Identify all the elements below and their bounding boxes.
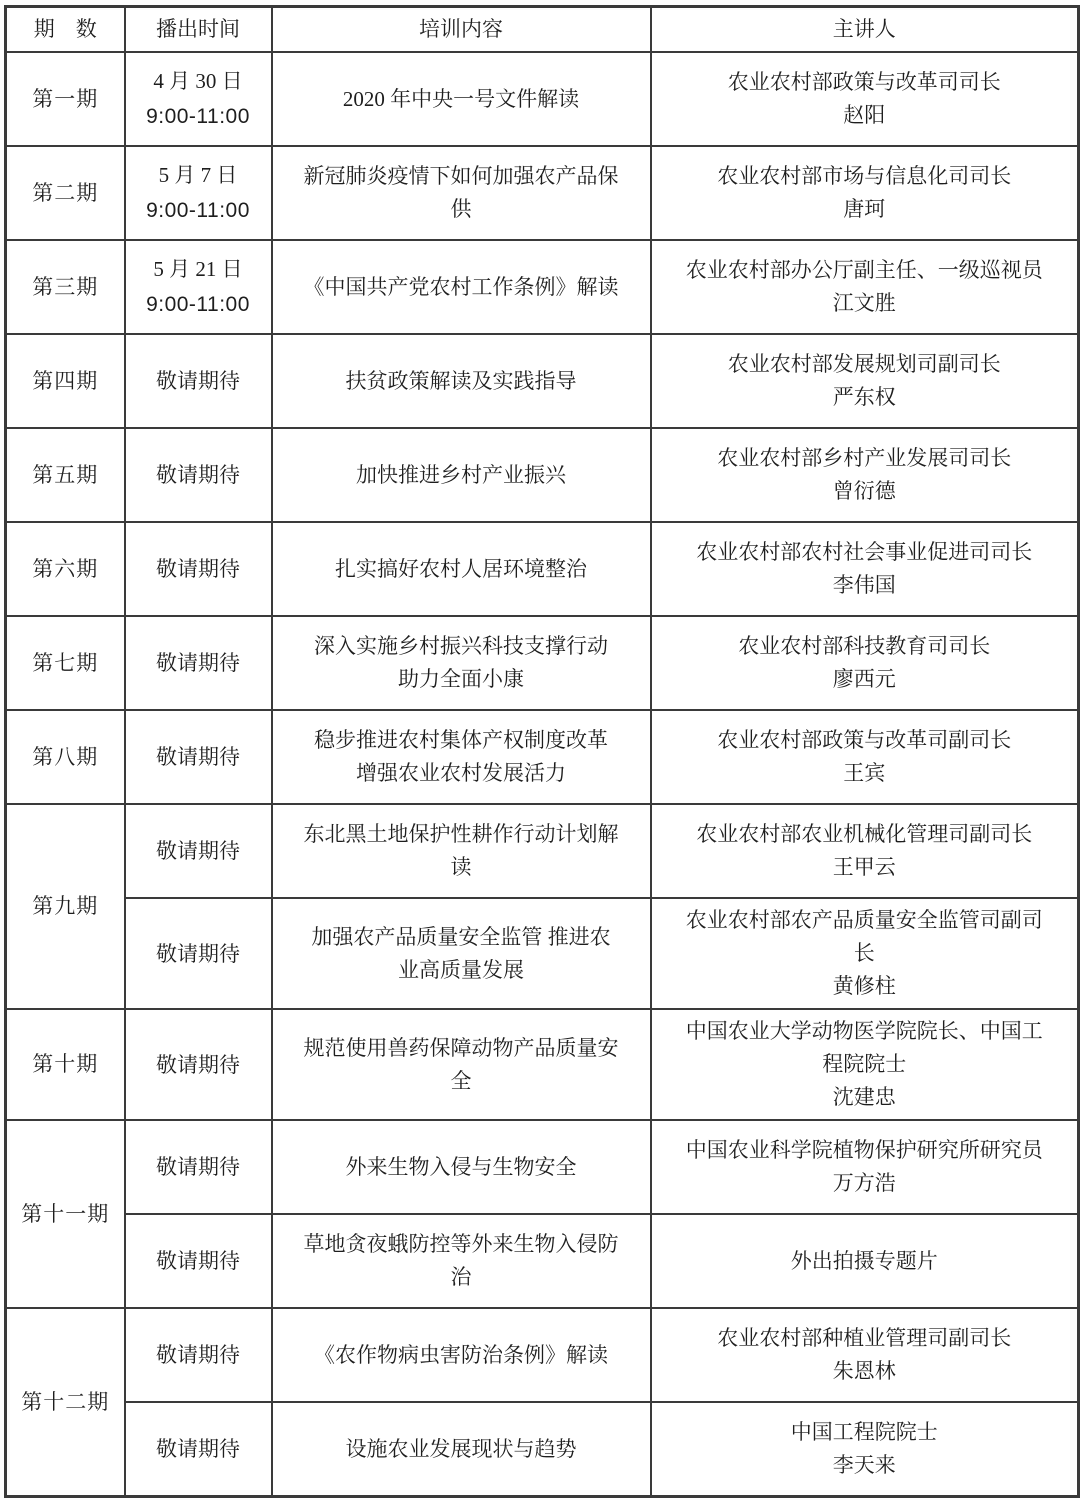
speaker-line: 中国工程院院士 xyxy=(790,1420,938,1444)
training-content-cell xyxy=(272,52,651,146)
speaker-line: 农业农村部种植业管理司副司长 xyxy=(717,1326,1012,1350)
period-cell: 第九期 xyxy=(6,804,125,1009)
speaker-line: 严东权 xyxy=(832,385,896,409)
broadcast-time-cell xyxy=(125,428,272,522)
speaker-line: 李天来 xyxy=(832,1453,896,1477)
training-content-line: 草地贪夜蛾防控等外来生物入侵防 xyxy=(303,1232,619,1256)
training-content-cell xyxy=(272,1009,651,1120)
speaker-line: 农业农村部发展规划司副司长 xyxy=(727,352,1001,376)
broadcast-time-line: 敬请期待 xyxy=(156,1437,240,1461)
broadcast-time-line: 敬请期待 xyxy=(156,1343,240,1367)
table-row xyxy=(6,1120,1079,1214)
broadcast-time-cell xyxy=(125,52,272,146)
training-content-line: 《中国共产党农村工作条例》解读 xyxy=(303,274,619,299)
header-row xyxy=(6,7,1079,53)
broadcast-time-line: 9:00-11:00 xyxy=(146,293,250,316)
col-header-time: 播出时间 xyxy=(125,7,272,53)
broadcast-time-line: 敬请期待 xyxy=(156,745,240,769)
speaker-line: 农业农村部科技教育司司长 xyxy=(738,634,991,658)
speaker-cell xyxy=(651,146,1079,240)
table-row xyxy=(6,804,1079,898)
period-cell: 第八期 xyxy=(6,710,125,804)
speaker-cell xyxy=(651,428,1079,522)
broadcast-time-line: 敬请期待 xyxy=(156,1249,240,1273)
broadcast-time-cell xyxy=(125,804,272,898)
period-cell: 第十二期 xyxy=(6,1308,125,1497)
broadcast-time-line: 4 月 30 日 xyxy=(153,69,243,93)
speaker-cell xyxy=(651,616,1079,710)
period-cell: 第五期 xyxy=(6,428,125,522)
period-cell: 第十期 xyxy=(6,1009,125,1120)
broadcast-time-cell xyxy=(125,146,272,240)
speaker-cell xyxy=(651,52,1079,146)
speaker-cell xyxy=(651,240,1079,334)
broadcast-time-line: 5 月 21 日 xyxy=(153,257,243,281)
table-row xyxy=(6,898,1079,1009)
period-cell: 第一期 xyxy=(6,52,125,146)
table-row xyxy=(6,1402,1079,1497)
broadcast-time-cell xyxy=(125,616,272,710)
period-cell: 第二期 xyxy=(6,146,125,240)
training-content-line: 业高质量发展 xyxy=(398,957,524,982)
speaker-line: 农业农村部政策与改革司副司长 xyxy=(717,728,1012,752)
training-content-cell xyxy=(272,1308,651,1402)
broadcast-time-cell xyxy=(125,334,272,428)
period-cell: 第六期 xyxy=(6,522,125,616)
training-content-cell xyxy=(272,428,651,522)
speaker-cell xyxy=(651,1120,1079,1214)
training-content-line: 扶贫政策解读及实践指导 xyxy=(345,368,577,393)
broadcast-time-line: 敬请期待 xyxy=(156,1052,240,1077)
table-row xyxy=(6,1308,1079,1402)
broadcast-time-cell xyxy=(125,522,272,616)
col-header-period: 期 数 xyxy=(6,7,125,53)
broadcast-time-line: 敬请期待 xyxy=(156,941,240,966)
training-content-line: 治 xyxy=(450,1265,472,1289)
table-row xyxy=(6,1009,1079,1120)
broadcast-time-line: 9:00-11:00 xyxy=(146,199,250,222)
training-content-cell xyxy=(272,334,651,428)
table-row xyxy=(6,240,1079,334)
training-content-line: 加快推进乡村产业振兴 xyxy=(356,462,566,487)
speaker-line: 黄修柱 xyxy=(832,974,896,998)
period-cell: 第七期 xyxy=(6,616,125,710)
broadcast-time-line: 敬请期待 xyxy=(156,557,240,581)
training-content-line: 《农作物病虫害防治条例》解读 xyxy=(314,1342,608,1367)
speaker-line: 农业农村部乡村产业发展司司长 xyxy=(717,446,1012,470)
training-content-cell xyxy=(272,1402,651,1497)
training-content-line: 新冠肺炎疫情下如何加强农产品保 xyxy=(303,164,619,188)
training-content-line: 深入实施乡村振兴科技支撑行动 xyxy=(314,634,608,658)
speaker-line: 李伟国 xyxy=(832,573,896,597)
broadcast-time-line: 敬请期待 xyxy=(156,651,240,675)
training-content-cell xyxy=(272,146,651,240)
speaker-cell xyxy=(651,522,1079,616)
training-content-line: 读 xyxy=(450,855,472,879)
speaker-line: 程院院士 xyxy=(822,1052,907,1076)
training-content-line: 加强农产品质量安全监管 推进农 xyxy=(311,924,611,949)
speaker-line: 农业农村部农产品质量安全监管司副司 xyxy=(685,908,1043,932)
speaker-line: 江文胜 xyxy=(832,291,896,315)
training-content-line: 东北黑土地保护性耕作行动计划解 xyxy=(303,822,619,846)
training-content-cell xyxy=(272,898,651,1009)
broadcast-time-cell xyxy=(125,240,272,334)
speaker-line: 中国农业科学院植物保护研究所研究员 xyxy=(685,1138,1043,1162)
table-row xyxy=(6,334,1079,428)
training-content-line: 助力全面小康 xyxy=(398,667,524,691)
table-row xyxy=(6,52,1079,146)
speaker-line: 曾衍德 xyxy=(832,479,896,503)
speaker-line: 农业农村部办公厅副主任、一级巡视员 xyxy=(685,258,1043,282)
broadcast-time-cell xyxy=(125,710,272,804)
broadcast-time-cell xyxy=(125,898,272,1009)
speaker-cell xyxy=(651,898,1079,1009)
speaker-line: 沈建忠 xyxy=(832,1085,896,1109)
period-cell: 第三期 xyxy=(6,240,125,334)
broadcast-time-cell xyxy=(125,1214,272,1308)
speaker-line: 朱恩林 xyxy=(832,1359,896,1383)
speaker-line: 王宾 xyxy=(843,761,886,785)
training-content-line: 全 xyxy=(450,1068,472,1093)
speaker-cell xyxy=(651,804,1079,898)
training-content-line: 设施农业发展现状与趋势 xyxy=(345,1436,577,1461)
training-content-cell xyxy=(272,522,651,616)
col-header-content: 培训内容 xyxy=(272,7,651,53)
training-content-line: 供 xyxy=(450,197,472,221)
broadcast-time-cell xyxy=(125,1308,272,1402)
period-cell: 第十一期 xyxy=(6,1120,125,1308)
speaker-line: 唐珂 xyxy=(843,197,886,221)
broadcast-time-line: 5 月 7 日 xyxy=(158,163,238,187)
training-schedule-table xyxy=(4,5,1080,1498)
speaker-cell xyxy=(651,1214,1079,1308)
speaker-cell xyxy=(651,710,1079,804)
table-row xyxy=(6,146,1079,240)
training-content-cell xyxy=(272,1214,651,1308)
broadcast-time-line: 敬请期待 xyxy=(156,369,240,393)
broadcast-time-cell xyxy=(125,1009,272,1120)
speaker-line: 农业农村部市场与信息化司司长 xyxy=(717,164,1012,188)
table-row xyxy=(6,428,1079,522)
broadcast-time-cell xyxy=(125,1120,272,1214)
training-content-line: 规范使用兽药保障动物产品质量安 xyxy=(303,1035,619,1060)
table-body xyxy=(6,52,1079,1497)
training-content-line: 增强农业农村发展活力 xyxy=(356,761,566,785)
speaker-line: 农业农村部政策与改革司司长 xyxy=(727,70,1001,94)
training-content-cell xyxy=(272,616,651,710)
speaker-cell xyxy=(651,1009,1079,1120)
speaker-cell xyxy=(651,1308,1079,1402)
broadcast-time-line: 敬请期待 xyxy=(156,463,240,487)
speaker-line: 中国农业大学动物医学院院长、中国工 xyxy=(685,1019,1043,1043)
broadcast-time-line: 敬请期待 xyxy=(156,839,240,863)
speaker-cell xyxy=(651,1402,1079,1497)
training-content-cell xyxy=(272,804,651,898)
speaker-line: 外出拍摄专题片 xyxy=(790,1248,938,1273)
speaker-cell xyxy=(651,334,1079,428)
table-row xyxy=(6,710,1079,804)
broadcast-time-cell xyxy=(125,1402,272,1497)
speaker-line: 农业农村部农村社会事业促进司司长 xyxy=(696,540,1033,564)
period-cell: 第四期 xyxy=(6,334,125,428)
table-row xyxy=(6,616,1079,710)
broadcast-time-line: 9:00-11:00 xyxy=(146,105,250,128)
table-row xyxy=(6,522,1079,616)
training-content-line: 扎实搞好农村人居环境整治 xyxy=(335,556,587,581)
speaker-line: 王甲云 xyxy=(832,855,896,879)
training-content-cell xyxy=(272,1120,651,1214)
training-content-line: 稳步推进农村集体产权制度改革 xyxy=(314,728,608,752)
training-content-line: 2020 年中央一号文件解读 xyxy=(342,86,580,111)
speaker-line: 万方浩 xyxy=(832,1171,896,1195)
training-content-cell xyxy=(272,240,651,334)
speaker-line: 廖西元 xyxy=(832,667,896,691)
table-row xyxy=(6,1214,1079,1308)
broadcast-time-line: 敬请期待 xyxy=(156,1155,240,1179)
speaker-line: 长 xyxy=(853,941,875,965)
training-content-cell xyxy=(272,710,651,804)
col-header-speaker: 主讲人 xyxy=(651,7,1079,53)
training-content-line: 外来生物入侵与生物安全 xyxy=(345,1154,577,1179)
speaker-line: 农业农村部农业机械化管理司副司长 xyxy=(696,822,1033,846)
speaker-line: 赵阳 xyxy=(843,103,886,127)
